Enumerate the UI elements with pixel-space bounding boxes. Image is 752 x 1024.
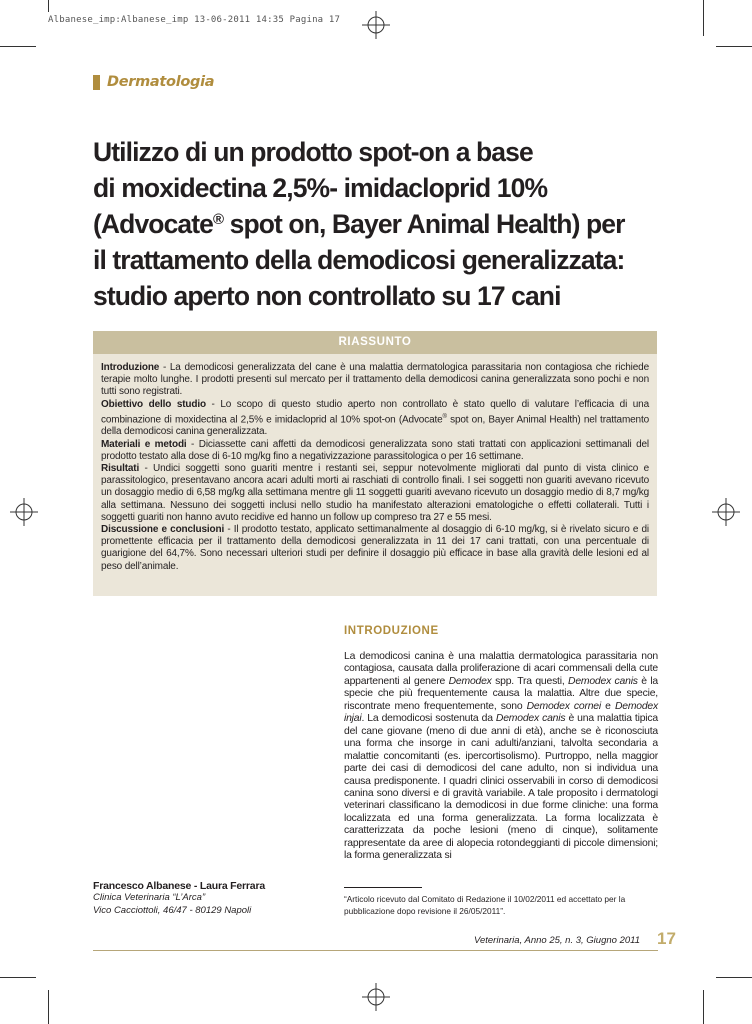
registration-mark-icon — [362, 983, 390, 1011]
crop-mark — [0, 46, 36, 47]
abstract-text: - Diciassette cani affetti da demodicosi generalizzata sono stati trattati con applicazioni settimanali del prodotto testato alla dose di 6-10 mg/kg fino a negativizzazione parassitologica o per 16 settimane. — [101, 438, 649, 462]
title-text: (Advocate — [93, 209, 214, 239]
title-line — [93, 206, 673, 242]
abstract-heading: RIASSUNTO — [93, 331, 657, 354]
species-name: Demodex — [448, 675, 492, 687]
title-line: studio aperto non controllato su 17 cani — [93, 281, 561, 311]
abstract-label: Introduzione — [101, 362, 160, 373]
intro-text: e — [600, 700, 615, 712]
abstract-label: Materiali e metodi — [101, 438, 187, 450]
title-line: di moxidectina 2,5%- imidacloprid 10% — [93, 173, 548, 203]
section-bar-icon — [93, 75, 100, 90]
species-name: Demodex canis — [568, 675, 638, 687]
abstract-label: Obiettivo dello studio — [101, 398, 206, 410]
section-label: Dermatologia — [107, 74, 215, 90]
crop-mark — [703, 990, 704, 1024]
abstract-text: - Undici soggetti sono guariti mentre i restanti sei, seppur notevolmente migliorati dal punto di vista clinico e parassitologico, presentavano ancora acari adulti morti ai raschiati di controllo finali. I sei soggetti non guariti avevano ricevuto un dosaggio medio di 6,58 mg/kg alla settimana mentre gli 11 soggetti guariti avevano ricevuto un dosaggio medio di 8,7 mg/kg alla settimana. Nessuno dei soggetti inclusi nello studio ha manifestato alterazioni ematologiche o effetti collaterali. Tutti i soggetti guariti non hanno avuto recidive ed hanno un follow up compreso tra 27 e 55 mesi. — [101, 462, 649, 523]
registration-mark-icon — [712, 498, 740, 526]
title-line: il trattamento della demodicosi generalizzata: — [93, 245, 625, 275]
abstract-paragraph — [101, 463, 649, 524]
author-address: Vico Cacciottoli, 46/47 - 80129 Napoli — [93, 904, 252, 916]
abstract-body — [93, 354, 657, 573]
footnote: “Articolo ricevuto dal Comitato di Redazione il 10/02/2011 ed accettato per la pubblicazione dopo revisione il 26/05/2011”. — [344, 894, 626, 916]
species-name: Demodex cornei — [526, 700, 601, 712]
intro-text: La demodicosi canina è una malattia dermatologica parassitaria non contagiosa, causata dalla proliferazione di acari commensali della cute appartenenti al genere — [344, 651, 658, 687]
intro-text: è una malattia tipica del cane giovane (meno di due anni di età), anche se è riconosciuta una forma che insorge in cani adulti/anziani, talvolta secondaria a malattie concomitanti (es. ipercortisolismo). Purtroppo, nella maggior parte dei casi di demodicosi del cane adulto, non si individua una causa predisponente. I quadri clinici osservabili in corso di demodicosi canina sono diversi e di gravità variabile. A tale proposito i dermatologi veterinari classificano la demodicosi in due forme cliniche: una forma localizzata ed una forma generalizzata. La forma localizzata è caratterizzata da poche lesioni (meno di cinque), solitamente rappresentate da aree di alopecia rotondeggianti di piccole dimensioni; la forma generalizzata si — [344, 713, 658, 862]
registration-mark-icon — [362, 11, 390, 39]
crop-mark — [703, 0, 704, 36]
registration-mark-icon — [10, 498, 38, 526]
abstract-text: - Il prodotto testato, applicato settimanalmente al dosaggio di 6-10 mg/kg, si è rivelato sicuro e di promettente efficacia per il trattamento della demodicosi generalizzata in 11 dei 17 cani trattati, con una percentuale di guarigione del 64,7%. Sono necessari ulteriori studi per definire il dosaggio più efficace in base alla gravità delle lesioni ed al peso dell’animale. — [101, 523, 650, 572]
crop-mark — [716, 46, 752, 47]
registered-mark: ® — [442, 413, 447, 420]
intro-text: è la specie che più frequentemente causa la malattia. Altre due specie, riscontrate meno frequentemente, sono — [344, 675, 659, 712]
page-number: 17 — [657, 929, 676, 948]
author-block — [93, 880, 323, 917]
journal-citation: Veterinaria, Anno 25, n. 3, Giugno 2011 — [473, 935, 640, 946]
footer-rule — [93, 950, 658, 951]
abstract-box — [93, 331, 657, 596]
author-clinic: Clinica Veterinaria “L’Arca” — [93, 892, 206, 903]
introduction-heading: INTRODUZIONE — [344, 625, 439, 637]
crop-mark — [716, 977, 752, 978]
article-title — [93, 134, 673, 314]
abstract-text: - Lo scopo di questo studio aperto non controllato è stato quello di valutare l’efficacia di una combinazione di moxidectina al 2,5% e imidacloprid al 10% spot-on (Advocate — [101, 398, 650, 426]
introduction-body — [344, 651, 658, 863]
registered-mark: ® — [213, 211, 224, 228]
intro-text: spp. Tra questi, — [491, 675, 569, 687]
title-text: spot on, Bayer Animal Health) per — [223, 209, 625, 239]
abstract-paragraph — [101, 399, 649, 439]
species-name: Demodex injai — [344, 700, 659, 725]
abstract-paragraph — [101, 524, 649, 573]
print-slug: Albanese_imp:Albanese_imp 13-06-2011 14:35 Pagina 17 — [48, 15, 341, 25]
crop-mark — [48, 990, 49, 1024]
intro-text: . La demodicosi sostenuta da — [361, 713, 496, 725]
crop-mark — [0, 977, 36, 978]
introduction-paragraph — [344, 651, 658, 863]
abstract-paragraph — [101, 439, 649, 463]
title-line: Utilizzo di un prodotto spot-on a base — [93, 137, 533, 167]
footnote-rule — [344, 887, 422, 888]
species-name: Demodex canis — [495, 713, 566, 725]
crop-mark — [48, 0, 49, 12]
abstract-text: - La demodicosi generalizzata del cane è una malattia dermatologica parassitaria non contagiosa che richiede terapie molto lunghe. I prodotti presenti sul mercato per il trattamento della demodicosi canina generalizzata sono pochi e non tutti sono registrati. — [101, 362, 649, 398]
abstract-paragraph — [101, 362, 649, 399]
abstract-label: Risultati — [101, 462, 140, 474]
abstract-text: spot on, Bayer Animal Health) nel trattamento della demodicosi canina generalizzata. — [101, 414, 649, 438]
abstract-label: Discussione e conclusioni — [101, 523, 225, 535]
author-names: Francesco Albanese - Laura Ferrara — [93, 880, 265, 892]
section-header — [93, 74, 214, 90]
